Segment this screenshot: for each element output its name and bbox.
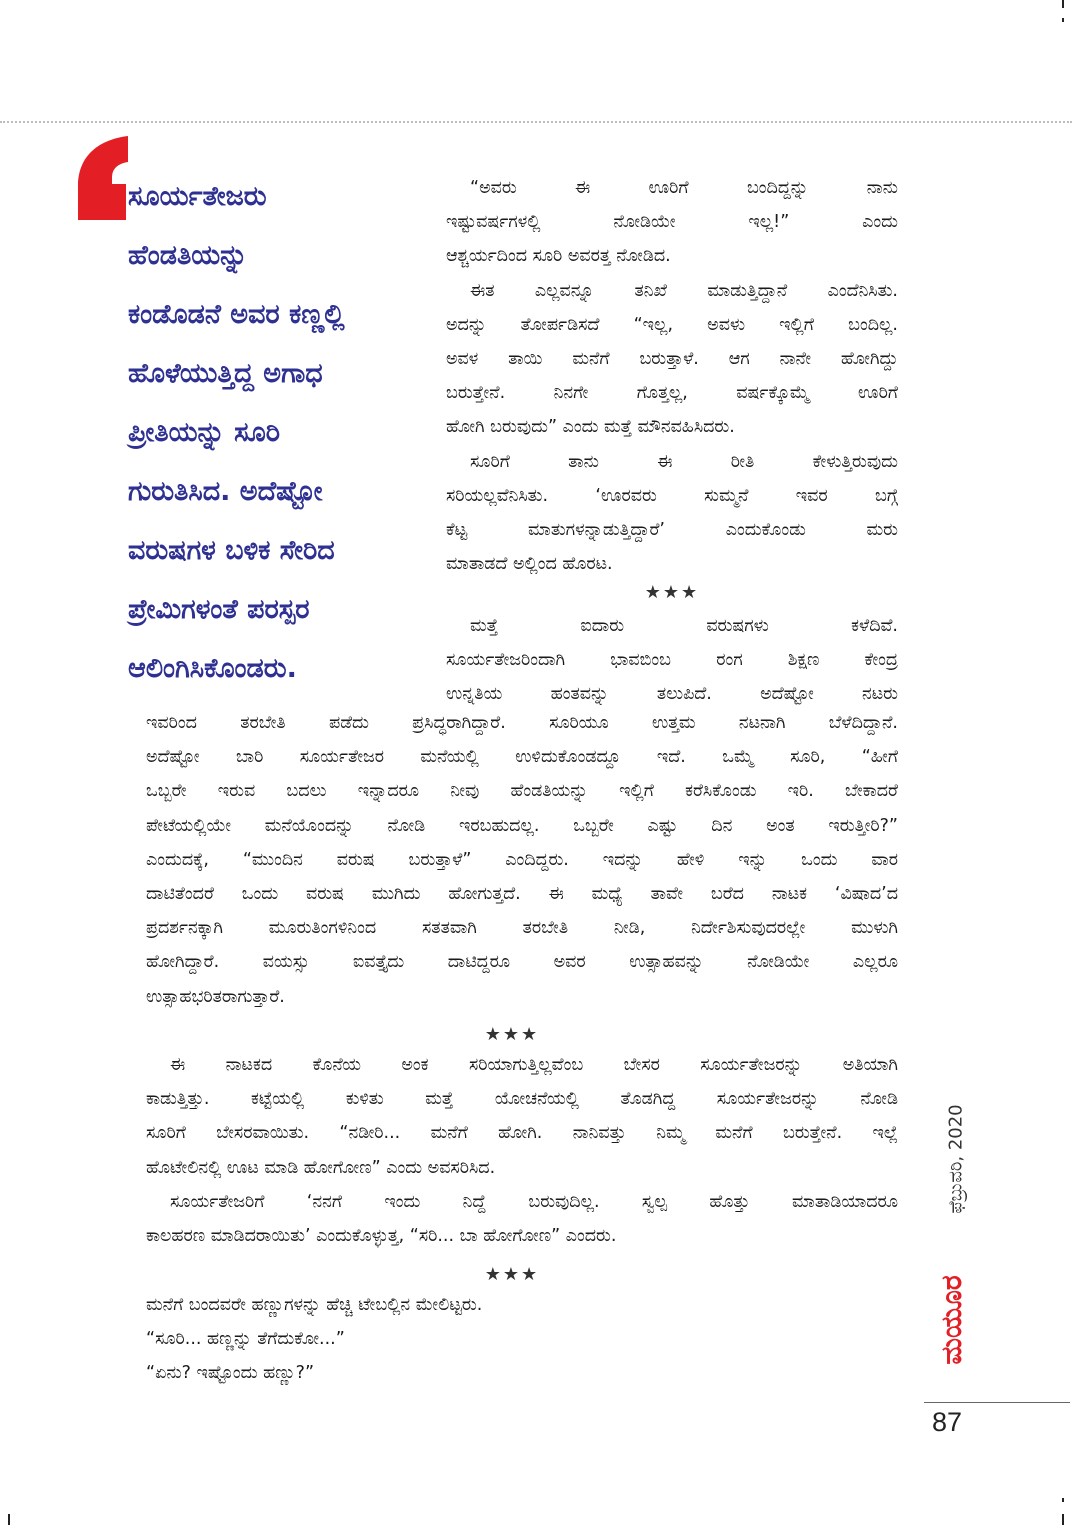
- text-line: ಬರುತ್ತೇನೆ. ನಿನಗೇ ಗೊತ್ತಲ್ಲ, ವರ್ಷಕ್ಕೊಮ್ಮೆ ಊರಿಗೆ: [446, 383, 898, 404]
- crop-mark: [8, 1514, 10, 1525]
- pull-quote-line: ಆಲಿಂಗಿಸಿಕೊಂಡರು.: [128, 653, 297, 684]
- crop-mark: [1062, 1514, 1064, 1525]
- magazine-logo-text: ಮಯೂರ: [935, 1275, 968, 1365]
- text-line: ಇಷ್ಟುವರ್ಷಗಳಲ್ಲಿ ನೋಡಿಯೇ ಇಲ್ಲ!” ಎಂದು: [446, 212, 898, 233]
- text-line: ಪ್ರದರ್ಶನಕ್ಕಾಗಿ ಮೂರುತಿಂಗಳಿನಿಂದ ಸತತವಾಗಿ ತರಬೇತಿ ನೀಡಿ, ನಿರ್ದೇಶಿಸುವುದರಲ್ಲೇ ಮುಳುಗಿ: [146, 918, 898, 939]
- pull-quote-line: ಸೂರ್ಯತೇಜರು: [128, 181, 267, 212]
- text-line: “ಏನು? ಇಷ್ಟೊಂದು ಹಣ್ಣು?”: [146, 1363, 315, 1384]
- pull-quote-line: ಪ್ರೀತಿಯನ್ನು ಸೂರಿ: [128, 417, 280, 448]
- pull-quote-line: ಕಂಡೊಡನೆ ಅವರ ಕಣ್ಣಲ್ಲಿ: [128, 299, 345, 330]
- pull-quote-line: ಪ್ರೇಮಿಗಳಂತೆ ಪರಸ್ಪರ: [128, 594, 310, 625]
- full-width-paragraph: [146, 1288, 898, 1391]
- text-line: ಸೂರಿಗೆ ಬೇಸರವಾಯಿತು. “ನಡೀರಿ... ಮನೆಗೆ ಹೋಗಿ. ನಾನಿವತ್ತು ನಿಮ್ಮ ಮನೆಗೆ ಬರುತ್ತೇನೆ. ಇಲ್ಲೆ: [146, 1123, 898, 1144]
- text-line: ಇವರಿಂದ ತರಬೇತಿ ಪಡೆದು ಪ್ರಸಿದ್ಧರಾಗಿದ್ದಾರೆ. ಸೂರಿಯೂ ಉತ್ತಮ ನಟನಾಗಿ ಬೆಳೆದಿದ್ದಾನೆ.: [146, 713, 898, 733]
- text-line: ಆಶ್ಚರ್ಯದಿಂದ ಸೂರಿ ಅವರತ್ತ ನೋಡಿದ.: [446, 246, 671, 267]
- text-line: ಈ ನಾಟಕದ ಕೊನೆಯ ಅಂಕ ಸರಿಯಾಗುತ್ತಿಲ್ಲವೆಂಬ ಬೇಸರ ಸೂರ್ಯತೇಜರನ್ನು ಅತಿಯಾಗಿ: [170, 1055, 898, 1075]
- text-line: ಹೋಗಿದ್ದಾರೆ. ವಯಸ್ಸು ಐವತ್ತೈದು ದಾಟಿದ್ದರೂ ಅವರ ಉತ್ಸಾಹವನ್ನು ನೋಡಿಯೇ ಎಲ್ಲರೂ: [146, 952, 898, 973]
- magazine-logo: [930, 1254, 974, 1386]
- quote-mark-icon: [78, 136, 128, 220]
- text-line: ಸೂರಿಗೆ ತಾನು ಈ ರೀತಿ ಕೇಳುತ್ತಿರುವುದು: [470, 451, 898, 472]
- text-line: ಎಂದುದಕ್ಕೆ, “ಮುಂದಿನ ವರುಷ ಬರುತ್ತಾಳೆ” ಎಂದಿದ್ದರು. ಇದನ್ನು ಹೇಳಿ ಇನ್ನು ಒಂದು ವಾರ: [146, 849, 898, 870]
- full-width-paragraph: [146, 1048, 898, 1253]
- text-line: ಹೋಗಿ ಬರುವುದು” ಎಂದು ಮತ್ತೆ ಮೌನವಹಿಸಿದರು.: [446, 417, 735, 438]
- text-line: ಈತ ಎಲ್ಲವನ್ನೂ ತನಿಖೆ ಮಾಡುತ್ತಿದ್ದಾನೆ ಎಂದೆನಿಸಿತು.: [470, 280, 898, 301]
- issue-date-text: ಫೆಬ್ರುವರಿ, 2020: [945, 1104, 967, 1214]
- text-line: ಪೇಟೆಯಲ್ಲಿಯೇ ಮನೆಯೊಂದನ್ನು ನೋಡಿ ಇರಬಹುದಲ್ಲ. ಒಬ್ಬರೇ ಎಷ್ಟು ದಿನ ಅಂತ ಇರುತ್ತೀರಿ?”: [146, 815, 898, 836]
- pull-quote-line: ವರುಷಗಳ ಬಳಿಕ ಸೇರಿದ: [128, 535, 335, 566]
- crop-mark: [1062, 1498, 1064, 1502]
- text-line: ಸೂರ್ಯತೇಜರಿಂದಾಗಿ ಭಾವಬಿಂಬ ರಂಗ ಶಿಕ್ಷಣ ಕೇಂದ್ರ: [446, 650, 898, 671]
- text-line: “ಅವರು ಈ ಊರಿಗೆ ಬಂದಿದ್ದನ್ನು ನಾನು: [470, 178, 898, 198]
- crop-mark: [1062, 18, 1064, 22]
- pull-quote-line: ಹೊಳೆಯುತ್ತಿದ್ದ ಅಗಾಧ: [128, 358, 323, 389]
- text-line: ಮನೆಗೆ ಬಂದವರೇ ಹಣ್ಣುಗಳನ್ನು ಹೆಚ್ಚಿ ಟೇಬಲ್ಲಿನ ಮೇಲಿಟ್ಟರು.: [146, 1295, 483, 1315]
- text-line: ದಾಟಿತೆಂದರೆ ಒಂದು ವರುಷ ಮುಗಿದು ಹೋಗುತ್ತದೆ. ಈ ಮಧ್ಯೆ ತಾವೇ ಬರೆದ ನಾಟಕ ‘ವಿಷಾದ’ದ: [146, 884, 898, 905]
- section-separator: ★★★: [484, 1024, 540, 1045]
- text-line: ಅದೆಷ್ಟೋ ಬಾರಿ ಸೂರ್ಯತೇಜರ ಮನೆಯಲ್ಲಿ ಉಳಿದುಕೊಂಡದ್ದೂ ಇದೆ. ಒಮ್ಮೆ ಸೂರಿ, “ಹೀಗೆ: [146, 747, 898, 768]
- text-line: ಕಾಲಹರಣ ಮಾಡಿದರಾಯಿತು’ ಎಂದುಕೊಳ್ಳುತ್ತ, “ಸರಿ... ಬಾ ಹೋಗೋಣ” ಎಂದರು.: [146, 1226, 617, 1247]
- pull-quote: [128, 167, 428, 698]
- text-line: ಅದನ್ನು ತೋರ್ಪಡಿಸದೆ “ಇಲ್ಲ, ಅವಳು ಇಲ್ಲಿಗೆ ಬಂದಿಲ್ಲ.: [446, 314, 898, 335]
- pull-quote-line: ಗುರುತಿಸಿದ. ಅದೆಷ್ಟೋ: [128, 476, 323, 507]
- right-column-text-2: [446, 609, 898, 712]
- text-line: ಸೂರ್ಯತೇಜರಿಗೆ ‘ನನಗೆ ಇಂದು ನಿದ್ದೆ ಬರುವುದಿಲ್ಲ. ಸ್ವಲ್ಪ ಹೊತ್ತು ಮಾತಾಡಿಯಾದರೂ: [170, 1191, 898, 1212]
- text-line: ಹೊಟೇಲಿನಲ್ಲಿ ಊಟ ಮಾಡಿ ಹೋಗೋಣ” ಎಂದು ಅವಸರಿಸಿದ.: [146, 1157, 496, 1178]
- right-column-text: [446, 171, 898, 581]
- section-separator: ★★★: [644, 582, 700, 603]
- text-line: ಉತ್ಸಾಹಭರಿತರಾಗುತ್ತಾರೆ.: [146, 986, 285, 1007]
- text-line: “ಸೂರಿ... ಹಣ್ಣನ್ನು ತೆಗೆದುಕೋ...”: [146, 1329, 345, 1350]
- text-line: ಕೆಟ್ಟ ಮಾತುಗಳನ್ನಾಡುತ್ತಿದ್ದಾರೆ’ ಎಂದುಕೊಂಡು ಮರು: [446, 520, 898, 541]
- text-line: ಉನ್ನತಿಯ ಹಂತವನ್ನು ತಲುಪಿದೆ. ಅದೆಷ್ಟೋ ನಟರು: [446, 684, 898, 705]
- page-number-rule: [924, 1402, 1070, 1403]
- crop-mark: [1062, 0, 1064, 8]
- text-line: ಸರಿಯಲ್ಲವೆನಿಸಿತು. ‘ಊರವರು ಸುಮ್ಮನೆ ಇವರ ಬಗ್ಗೆ: [446, 485, 898, 506]
- text-line: ಮತ್ತೆ ಐದಾರು ವರುಷಗಳು ಕಳೆದಿವೆ.: [470, 616, 898, 636]
- text-line: ಒಬ್ಬರೇ ಇರುವ ಬದಲು ಇನ್ನಾದರೂ ನೀವು ಹೆಂಡತಿಯನ್ನು ಇಲ್ಲಿಗೆ ಕರೆಸಿಕೊಂಡು ಇರಿ. ಬೇಕಾದರೆ: [146, 781, 898, 802]
- text-line: ಅವಳ ತಾಯಿ ಮನೆಗೆ ಬರುತ್ತಾಳೆ. ಆಗ ನಾನೇ ಹೋಗಿದ್ದು: [446, 349, 898, 370]
- header-dotted-rule: [0, 121, 1072, 123]
- issue-date: [938, 1094, 974, 1224]
- text-line: ಮಾತಾಡದೆ ಅಲ್ಲಿಂದ ಹೊರಟ.: [446, 554, 613, 575]
- section-separator: ★★★: [484, 1264, 540, 1285]
- pull-quote-line: ಹೆಂಡತಿಯನ್ನು: [128, 240, 248, 271]
- full-width-paragraph: [146, 706, 898, 1014]
- text-line: ಕಾಡುತ್ತಿತ್ತು. ಕಟ್ಟೆಯಲ್ಲಿ ಕುಳಿತು ಮತ್ತೆ ಯೋಚನೆಯಲ್ಲಿ ತೊಡಗಿದ್ದ ಸೂರ್ಯತೇಜರನ್ನು ನೋಡಿ: [146, 1089, 898, 1110]
- page-number: 87: [932, 1407, 963, 1437]
